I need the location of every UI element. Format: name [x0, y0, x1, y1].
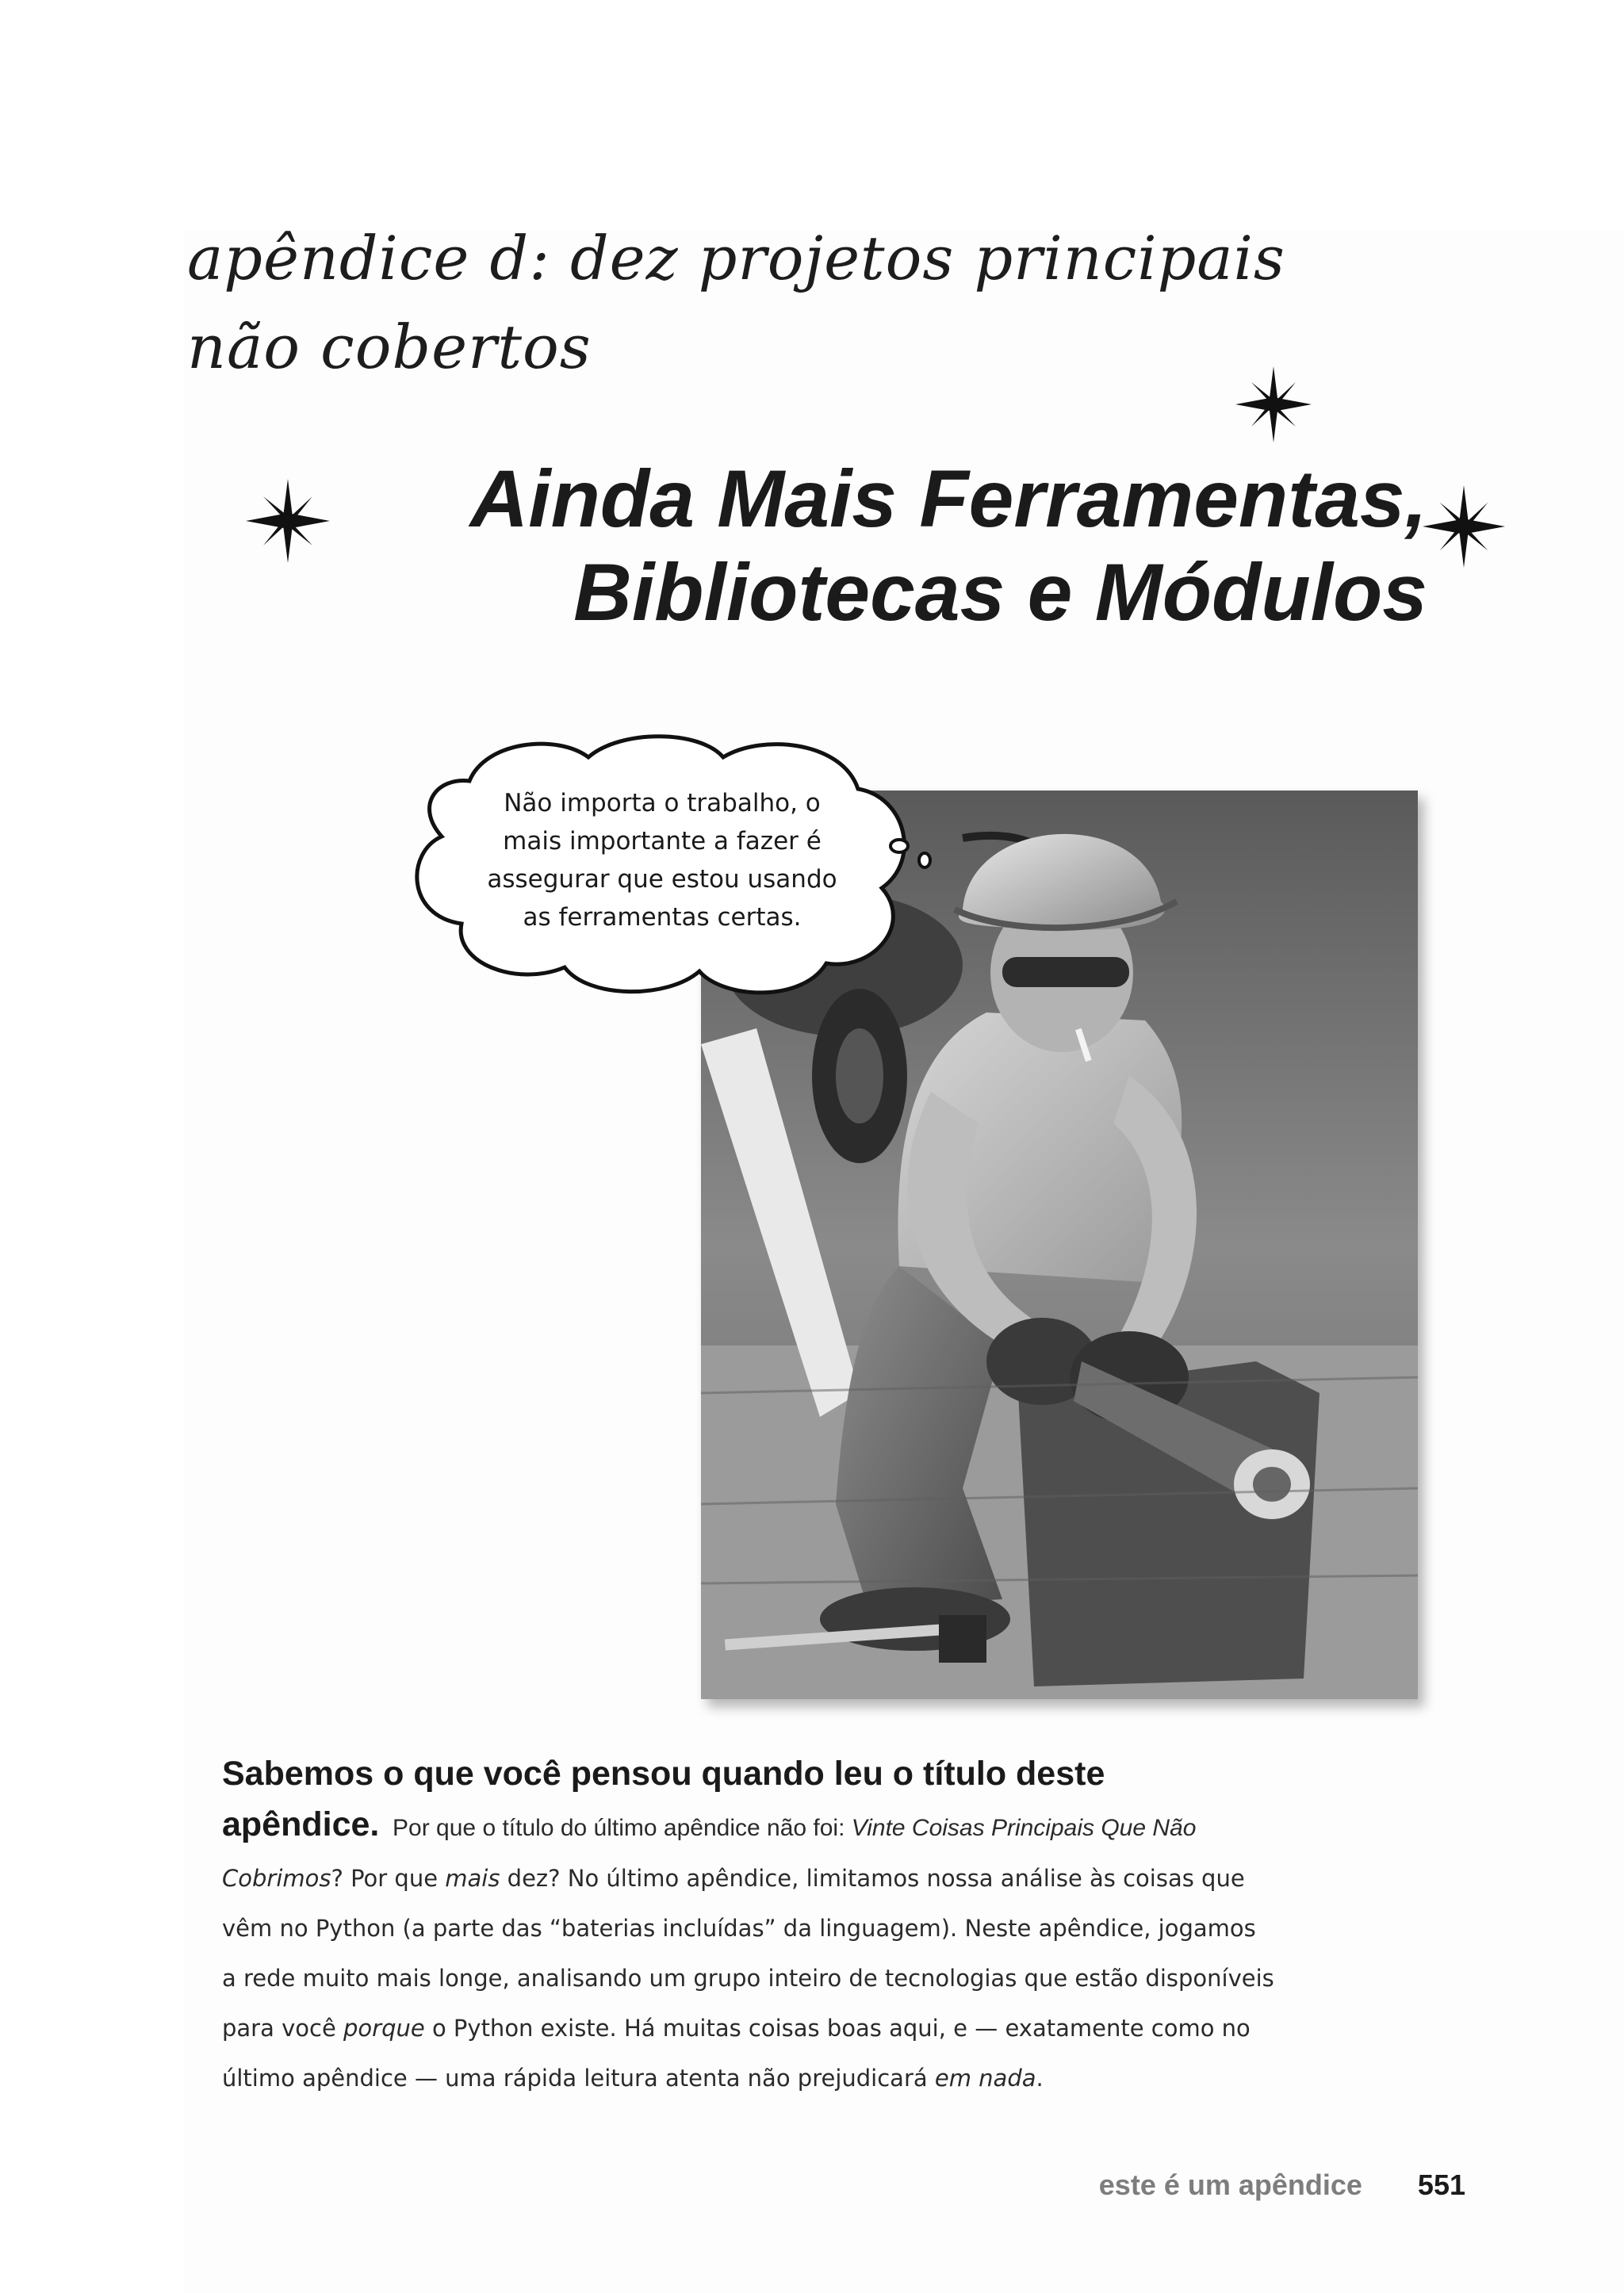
- footer-label: este é um apêndice: [1098, 2169, 1362, 2201]
- paragraph-line: [222, 2054, 1348, 2104]
- paragraph-text: ? Por que: [331, 1865, 446, 1892]
- paragraph-text: o Python existe. Há muitas coisas boas aqui, e — exatamente como no: [424, 2015, 1251, 2042]
- paragraph-italic: Cobrimos: [222, 1865, 331, 1892]
- paragraph-italic: mais: [445, 1865, 500, 1892]
- sparkle-icon: [1235, 366, 1312, 442]
- paragraph-line: vêm no Python (a parte das “baterias incluídas” da linguagem). Neste apêndice, jogamos: [222, 1915, 1256, 1942]
- appendix-label-line1: apêndice d: dez projetos principais: [187, 223, 1285, 293]
- thought-line: Não importa o trabalho, o: [504, 789, 821, 817]
- paragraph-line: [222, 1799, 1348, 1854]
- paragraph-italic: em nada: [934, 2065, 1036, 2092]
- appendix-label: [187, 214, 1377, 392]
- paragraph-text: último apêndice — uma rápida leitura atenta não prejudicará: [222, 2065, 935, 2092]
- paragraph-text: Por que o título do último apêndice não foi:: [393, 1815, 852, 1841]
- thought-line: as ferramentas certas.: [523, 903, 802, 932]
- chapter-title-line2: Bibliotecas e Módulos: [573, 547, 1427, 637]
- paragraph-text: .: [1036, 2065, 1044, 2092]
- thought-bubble-text: [476, 784, 848, 936]
- paragraph-text: dez? No último apêndice, limitamos nossa análise às coisas que: [500, 1865, 1245, 1892]
- thought-line: mais importante a fazer é: [503, 827, 822, 856]
- appendix-label-line2: não cobertos: [187, 312, 592, 382]
- page-number: 551: [1417, 2169, 1465, 2201]
- thought-bubble: [398, 733, 937, 1003]
- page-footer: [1099, 2169, 1465, 2202]
- paragraph-italic: porque: [343, 2015, 425, 2042]
- paragraph-line: a rede muito mais longe, analisando um grupo inteiro de tecnologias que estão disponíveis: [222, 1965, 1274, 1992]
- paragraph-text: para você: [222, 2015, 344, 2042]
- chapter-title-line1: Ainda Mais Ferramentas,: [469, 454, 1427, 544]
- lead-heading-end: apêndice.: [222, 1805, 380, 1843]
- paragraph-italic: Vinte Coisas Principais Que Não: [851, 1815, 1197, 1841]
- chapter-title: [317, 452, 1427, 639]
- lead-heading: Sabemos o que você pensou quando leu o título deste: [222, 1755, 1105, 1793]
- thought-line: assegurar que estou usando: [487, 865, 837, 894]
- sparkle-icon: [1423, 485, 1505, 568]
- intro-paragraph: [222, 1748, 1348, 2104]
- paragraph-line: [222, 2004, 1348, 2054]
- paragraph-line: [222, 1854, 1348, 1904]
